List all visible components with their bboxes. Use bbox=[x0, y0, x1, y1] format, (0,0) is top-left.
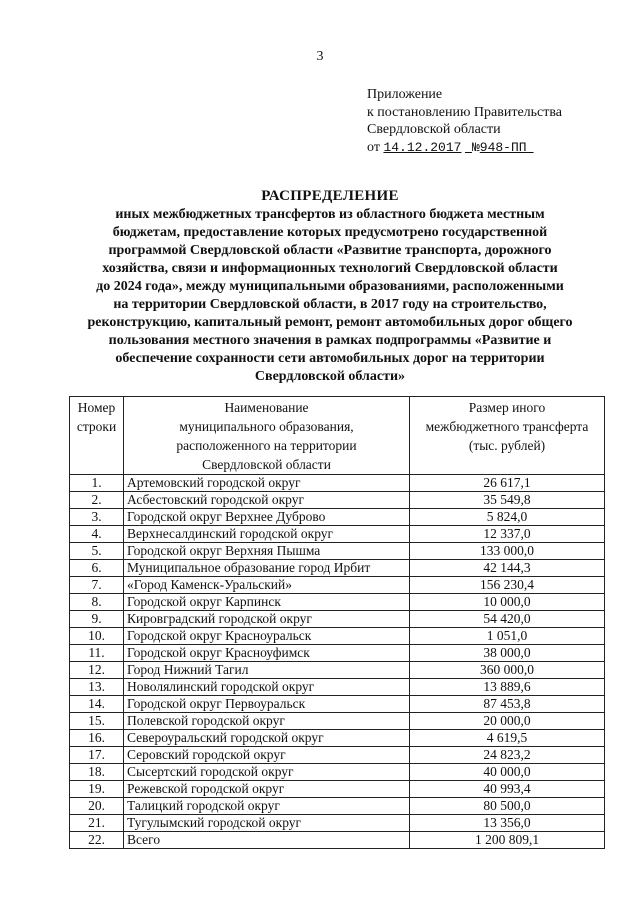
table-row bbox=[70, 526, 605, 543]
table-row bbox=[70, 492, 605, 509]
municipality-name: Тугулымский городской округ bbox=[124, 815, 410, 832]
table-row bbox=[70, 543, 605, 560]
row-number: 18. bbox=[70, 764, 124, 781]
row-number: 5. bbox=[70, 543, 124, 560]
header-amount bbox=[410, 397, 605, 475]
title-line: обеспечение сохранности сети автомобильных дорог на территории bbox=[115, 351, 545, 366]
municipality-name: Городской округ Карпинск bbox=[124, 594, 410, 611]
title-line: программой Свердловской области «Развитие транспорта, дорожного bbox=[108, 243, 552, 258]
transfer-amount: 1 051,0 bbox=[410, 628, 605, 645]
municipality-name: Талицкий городской округ bbox=[124, 798, 410, 815]
transfers-table bbox=[69, 396, 605, 849]
title-line: иных межбюджетных трансфертов из областного бюджета местным bbox=[115, 207, 545, 222]
municipality-name: Городской округ Красноуральск bbox=[124, 628, 410, 645]
transfer-amount: 13 889,6 bbox=[410, 679, 605, 696]
municipality-name: Городской округ Красноуфимск bbox=[124, 645, 410, 662]
transfer-amount: 35 549,8 bbox=[410, 492, 605, 509]
municipality-name: «Город Каменск-Уральский» bbox=[124, 577, 410, 594]
transfer-amount: 133 000,0 bbox=[410, 543, 605, 560]
row-number: 11. bbox=[70, 645, 124, 662]
table-row bbox=[70, 645, 605, 662]
title-line: хозяйства, связи и информационных технологий Свердловской области bbox=[102, 261, 558, 276]
header-row-number bbox=[70, 397, 124, 475]
transfer-amount: 54 420,0 bbox=[410, 611, 605, 628]
municipality-name: Полевской городской округ bbox=[124, 713, 410, 730]
table-row bbox=[70, 611, 605, 628]
row-number: 6. bbox=[70, 560, 124, 577]
header-line: муниципального образования, bbox=[179, 419, 354, 434]
table-row bbox=[70, 832, 605, 849]
header-line: Номер bbox=[77, 400, 116, 415]
appendix-date-line bbox=[367, 139, 562, 157]
header-line: межбюджетного трансферта bbox=[425, 419, 589, 434]
transfer-amount: 10 000,0 bbox=[410, 594, 605, 611]
municipality-name: Артемовский городской округ bbox=[124, 475, 410, 492]
transfer-amount: 13 356,0 bbox=[410, 815, 605, 832]
row-number: 4. bbox=[70, 526, 124, 543]
transfer-amount: 1 200 809,1 bbox=[410, 832, 605, 849]
row-number: 21. bbox=[70, 815, 124, 832]
appendix-line-1: Приложение bbox=[367, 87, 443, 102]
row-number: 16. bbox=[70, 730, 124, 747]
appendix-line-3: Свердловской области bbox=[367, 122, 501, 137]
row-number: 22. bbox=[70, 832, 124, 849]
municipality-name: Североуральский городской округ bbox=[124, 730, 410, 747]
transfer-amount: 24 823,2 bbox=[410, 747, 605, 764]
municipality-name: Серовский городской округ bbox=[124, 747, 410, 764]
row-number: 19. bbox=[70, 781, 124, 798]
transfer-amount: 4 619,5 bbox=[410, 730, 605, 747]
table-row bbox=[70, 679, 605, 696]
title-line: пользования местного значения в рамках подпрограммы «Развитие и bbox=[108, 333, 552, 348]
row-number: 1. bbox=[70, 475, 124, 492]
header-municipality bbox=[124, 397, 410, 475]
resolution-date: 14.12.2017 bbox=[383, 139, 462, 155]
transfer-amount: 40 993,4 bbox=[410, 781, 605, 798]
municipality-name: Верхнесалдинский городской округ bbox=[124, 526, 410, 543]
row-number: 12. bbox=[70, 662, 124, 679]
transfer-amount: 20 000,0 bbox=[410, 713, 605, 730]
row-number: 8. bbox=[70, 594, 124, 611]
row-number: 7. bbox=[70, 577, 124, 594]
row-number: 3. bbox=[70, 509, 124, 526]
municipality-name: Режевской городской округ bbox=[124, 781, 410, 798]
row-number: 9. bbox=[70, 611, 124, 628]
header-line: строки bbox=[76, 419, 117, 434]
table-row bbox=[70, 509, 605, 526]
resolution-number: 948-ПП bbox=[479, 139, 527, 155]
table-row bbox=[70, 781, 605, 798]
header-line: (тыс. рублей) bbox=[468, 438, 546, 453]
title-line: реконструкцию, капитальный ремонт, ремонт автомобильных дорог общего bbox=[87, 315, 573, 330]
municipality-name: Асбестовский городской округ bbox=[124, 492, 410, 509]
header-line: Наименование bbox=[224, 400, 309, 415]
row-number: 10. bbox=[70, 628, 124, 645]
table-row bbox=[70, 730, 605, 747]
header-line: Размер иного bbox=[468, 400, 546, 415]
appendix-block bbox=[367, 86, 562, 156]
table-row bbox=[70, 577, 605, 594]
row-number: 17. bbox=[70, 747, 124, 764]
transfer-amount: 87 453,8 bbox=[410, 696, 605, 713]
transfer-amount: 80 500,0 bbox=[410, 798, 605, 815]
municipality-name: Всего bbox=[124, 832, 410, 849]
table-row bbox=[70, 815, 605, 832]
title-line: на территории Свердловской области, в 2017 году на строительство, bbox=[113, 297, 547, 312]
row-number: 2. bbox=[70, 492, 124, 509]
table-row bbox=[70, 798, 605, 815]
title-line: до 2024 года», между муниципальными образованиями, расположенными bbox=[96, 279, 564, 294]
transfer-amount: 42 144,3 bbox=[410, 560, 605, 577]
row-number: 15. bbox=[70, 713, 124, 730]
table-row bbox=[70, 662, 605, 679]
document-title bbox=[60, 187, 600, 386]
table-row bbox=[70, 764, 605, 781]
municipality-name: Сысертский городской округ bbox=[124, 764, 410, 781]
municipality-name: Городской округ Первоуральск bbox=[124, 696, 410, 713]
date-prefix: от bbox=[367, 139, 380, 155]
table-row bbox=[70, 560, 605, 577]
transfer-amount: 40 000,0 bbox=[410, 764, 605, 781]
table-row bbox=[70, 594, 605, 611]
transfer-amount: 156 230,4 bbox=[410, 577, 605, 594]
row-number: 13. bbox=[70, 679, 124, 696]
appendix-line-2: к постановлению Правительства bbox=[367, 104, 563, 120]
title-line: бюджетам, предоставление которых предусмотрено государственной bbox=[112, 225, 548, 240]
title-heading: РАСПРЕДЕЛЕНИЕ bbox=[261, 188, 399, 204]
page-number: 3 bbox=[316, 49, 324, 64]
municipality-name: Муниципальное образование город Ирбит bbox=[124, 560, 410, 577]
municipality-name: Городской округ Верхняя Пышма bbox=[124, 543, 410, 560]
row-number: 14. bbox=[70, 696, 124, 713]
transfer-amount: 12 337,0 bbox=[410, 526, 605, 543]
table-row bbox=[70, 475, 605, 492]
title-body bbox=[60, 206, 600, 386]
table-header-row bbox=[70, 397, 605, 475]
table-row bbox=[70, 696, 605, 713]
title-line: Свердловской области» bbox=[254, 369, 406, 384]
table-row bbox=[70, 747, 605, 764]
transfer-amount: 26 617,1 bbox=[410, 475, 605, 492]
transfer-amount: 360 000,0 bbox=[410, 662, 605, 679]
table-row bbox=[70, 628, 605, 645]
transfer-amount: 38 000,0 bbox=[410, 645, 605, 662]
table-row bbox=[70, 713, 605, 730]
transfer-amount: 5 824,0 bbox=[410, 509, 605, 526]
municipality-name: Новолялинский городской округ bbox=[124, 679, 410, 696]
municipality-name: Город Нижний Тагил bbox=[124, 662, 410, 679]
number-prefix: № bbox=[471, 139, 480, 155]
header-line: Свердловской области bbox=[202, 457, 331, 472]
municipality-name: Кировградский городской округ bbox=[124, 611, 410, 628]
header-line: расположенного на территории bbox=[176, 438, 357, 453]
municipality-name: Городской округ Верхнее Дуброво bbox=[124, 509, 410, 526]
row-number: 20. bbox=[70, 798, 124, 815]
